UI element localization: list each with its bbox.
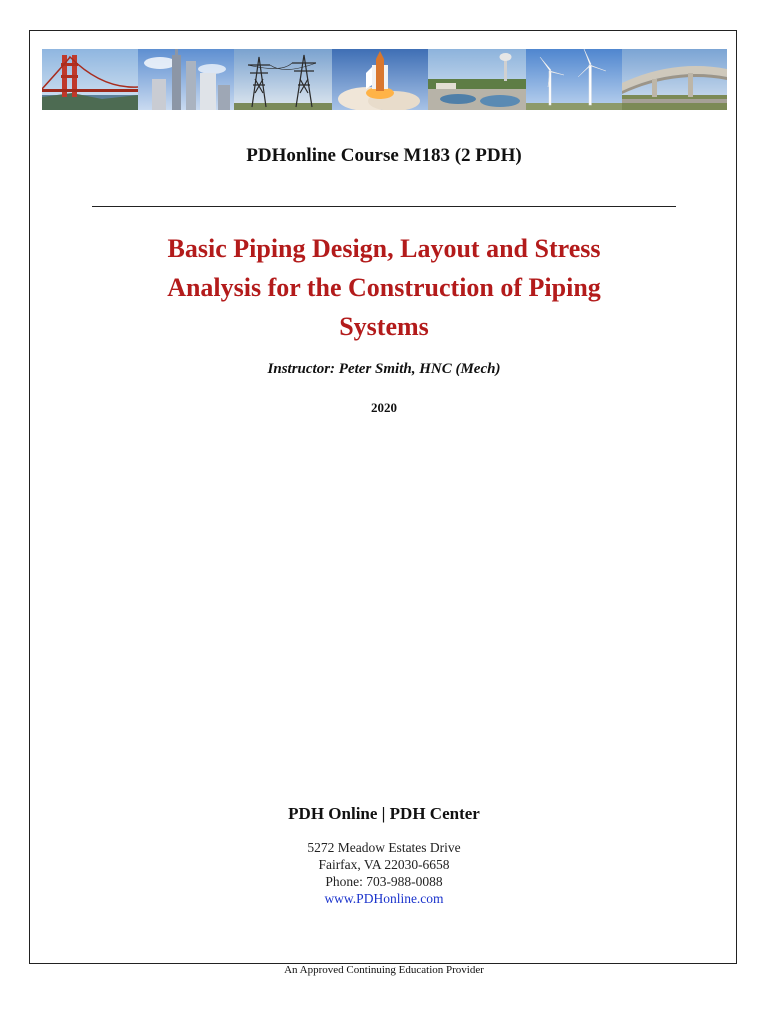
approval-footer: An Approved Continuing Education Provider <box>284 964 484 976</box>
course-year: 2020 <box>371 400 397 415</box>
horizontal-divider <box>92 206 676 207</box>
water-treatment-plant-photo <box>428 49 526 110</box>
street-address: 5272 Meadow Estates Drive <box>307 840 461 855</box>
power-transmission-towers-photo <box>234 49 332 110</box>
wind-turbines-photo <box>526 49 622 110</box>
space-shuttle-launch-photo <box>332 49 428 110</box>
instructor-line: Instructor: Peter Smith, HNC (Mech) <box>267 361 501 377</box>
course-title-line: Analysis for the Construction of Piping <box>167 273 601 302</box>
organization-address <box>0 839 768 907</box>
course-title-line: Systems <box>339 312 429 341</box>
golden-gate-bridge-photo <box>42 49 138 110</box>
engineering-photo-banner <box>42 49 727 110</box>
course-title <box>110 229 658 346</box>
phone-number: Phone: 703-988-0088 <box>325 874 443 889</box>
city-state-zip: Fairfax, VA 22030-6658 <box>318 857 450 872</box>
skyscrapers-photo <box>138 49 234 110</box>
website-link[interactable]: www.PDHonline.com <box>324 891 444 906</box>
highway-overpass-photo <box>622 49 727 110</box>
course-title-line: Basic Piping Design, Layout and Stress <box>167 234 601 263</box>
course-number: PDHonline Course M183 (2 PDH) <box>246 145 522 166</box>
organization-name: PDH Online | PDH Center <box>288 804 480 823</box>
